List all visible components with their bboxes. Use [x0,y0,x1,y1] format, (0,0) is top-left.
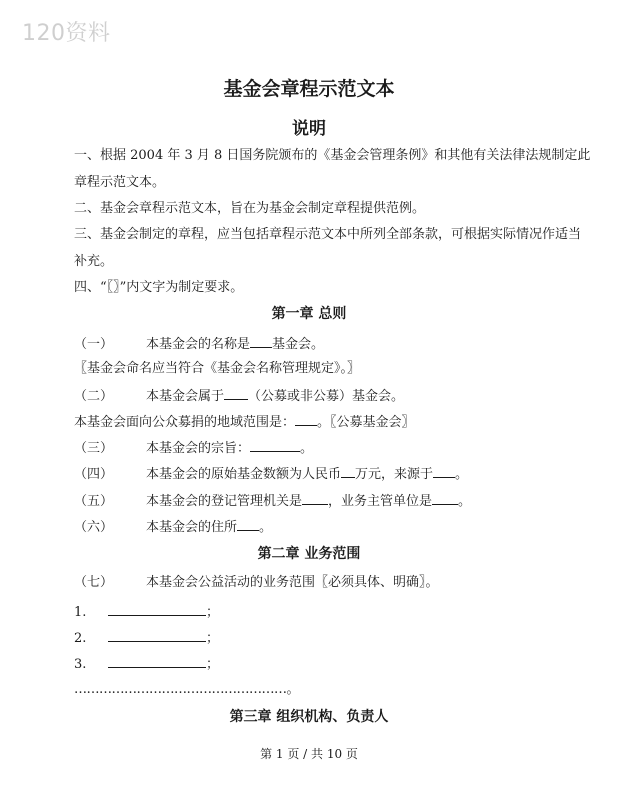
article-5-text-mid: ，业务主管单位是 [328,494,433,509]
article-6-number: （六） [74,520,114,535]
article-7-text: 本基金会公益活动的业务范围〖必须具体、明确〗。 [146,575,439,590]
intro-paragraph-1-line-2: 章程示范文本。 [74,175,166,190]
article-4-text-pre: 本基金会的原始基金数额为人民币 [146,467,342,482]
article-2-blank [224,386,248,400]
article-2-number: （二） [74,389,114,404]
article-6-text-post: 。 [259,520,273,535]
article-1-text-pre: 本基金会的名称是 [146,337,251,352]
article-3-text-pre: 本基金会的宗旨： [146,441,251,456]
intro-paragraph-1-line-1: 一、根据 2004 年 3 月 8 日国务院颁布的《基金会管理条例》和其他有关法律法规制定此 [74,148,591,163]
article-2-note-pre: 本基金会面向公众募捐的地域范围是： [74,415,296,430]
article-1-text-post: 基金会。 [272,337,325,352]
article-2-note-blank [295,412,317,426]
intro-paragraph-3-line-2: 补充。 [74,254,114,269]
article-5-text-pre: 本基金会的登记管理机关是 [146,494,303,509]
article-1-number: （一） [74,337,114,352]
ellipsis-line: ……………………………………………。 [74,682,300,697]
article-5-number: （五） [74,494,114,509]
list-item-end: ； [206,631,220,646]
list-item [74,602,219,622]
article-2-note [74,412,415,432]
article-1-note: 〖基金会命名应当符合《基金会名称管理规定》。〗 [74,361,361,376]
article-1 [74,334,324,354]
article-4 [74,464,468,484]
list-item-blank [108,628,206,642]
article-3-number: （三） [74,441,114,456]
page-footer: 第 1 页 / 共 10 页 [260,747,358,761]
article-5-text-post: 。 [458,494,472,509]
article-2-note-post: 。〖公募基金会〗 [317,415,415,430]
article-4-blank-amount [341,464,355,478]
article-5-blank-registration [302,491,328,505]
chapter-1-title: 第一章 总则 [271,306,347,322]
list-item-label: 1. [74,605,87,620]
list-item-blank [108,654,206,668]
article-3 [74,438,313,458]
list-item-end: ； [206,657,220,672]
chapter-3-title: 第三章 组织机构、负责人 [229,709,389,725]
list-item [74,628,219,648]
article-6-text-pre: 本基金会的住所 [146,520,238,535]
document-title: 基金会章程示范文本 [223,78,395,100]
article-2 [74,386,404,406]
article-6-blank [237,517,259,531]
article-6 [74,517,272,537]
article-4-number: （四） [74,467,114,482]
intro-paragraph-4: 四、“〖〗”内文字为制定要求。 [74,280,244,295]
intro-paragraph-2: 二、基金会章程示范文本，旨在为基金会制定章程提供范例。 [74,201,426,216]
list-item-label: 2. [74,631,87,646]
article-3-blank [250,438,300,452]
list-item-end: ； [206,605,220,620]
article-1-blank [250,334,272,348]
article-5 [74,491,471,511]
article-5-blank-supervisor [432,491,458,505]
chapter-2-title: 第二章 业务范围 [257,546,361,562]
watermark-text: 120资料 [22,21,111,46]
article-4-text-mid: 万元，来源于 [355,467,434,482]
list-item [74,654,219,674]
intro-paragraph-3-line-1: 三、基金会制定的章程，应当包括章程示范文本中所列全部条款，可根据实际情况作适当 [74,227,582,242]
article-4-blank-source [433,464,455,478]
article-3-text-post: 。 [300,441,314,456]
article-2-text-pre: 本基金会属于 [146,389,225,404]
section-title-explanation: 说明 [292,119,326,139]
list-item-label: 3. [74,657,87,672]
list-item-blank [108,602,206,616]
article-4-text-post: 。 [455,467,469,482]
article-2-text-post: （公募或非公募）基金会。 [248,389,405,404]
article-7-number: （七） [74,575,114,590]
article-7 [74,574,439,592]
